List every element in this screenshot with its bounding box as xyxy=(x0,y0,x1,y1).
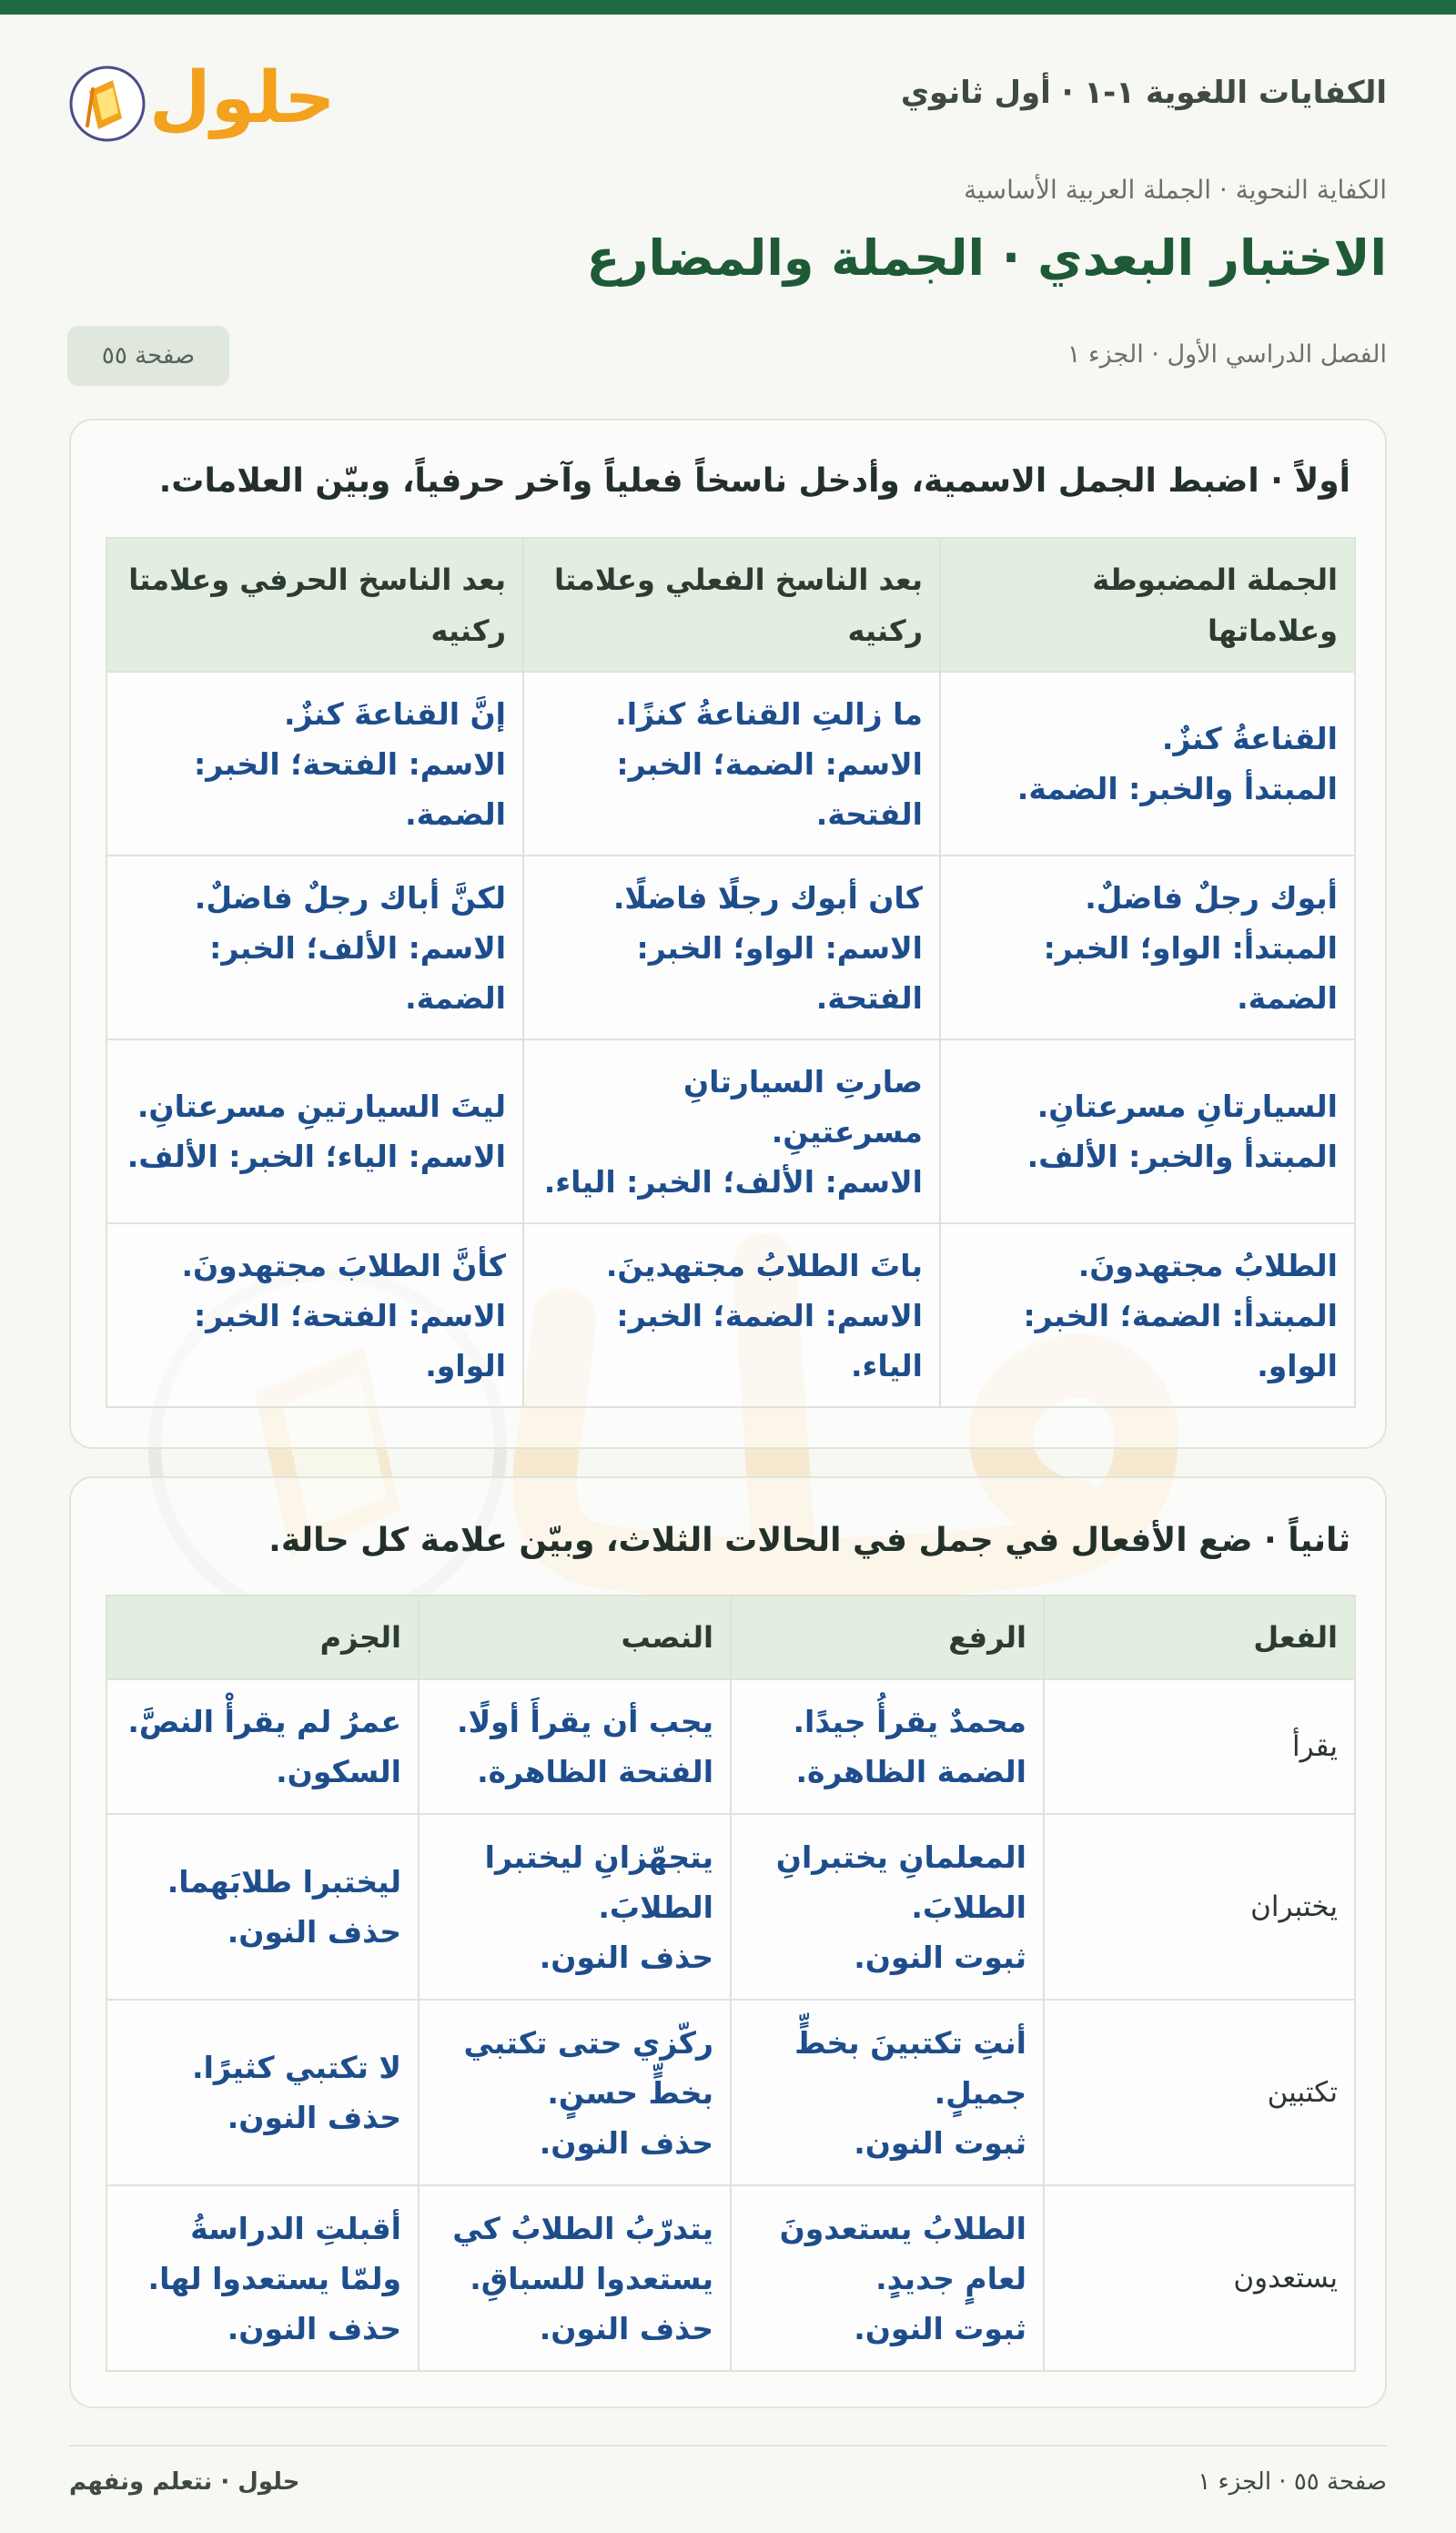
table-cell: المعلمانِ يختبرانِ الطلابَ. ثبوت النون. xyxy=(731,1814,1044,2000)
table-cell: ما زالتِ القناعةُ كنزًا. الاسم: الضمة؛ الخبر: الفتحة. xyxy=(523,672,940,856)
table-cell: عمرُ لم يقرأْ النصَّ. السكون. xyxy=(106,1679,419,1814)
table-cell: السيارتانِ مسرعتانِ. المبتدأ والخبر: الألف. xyxy=(940,1039,1355,1223)
section-two-card xyxy=(69,1476,1387,2408)
footer-divider xyxy=(69,2445,1387,2447)
table-cell: أبوك رجلٌ فاضلٌ. المبتدأ: الواو؛ الخبر: الضمة. xyxy=(940,856,1355,1039)
verbs-table xyxy=(106,1595,1356,2372)
brand-logo[interactable] xyxy=(66,53,336,153)
table-row xyxy=(106,1814,1355,2000)
column-header: الرفع xyxy=(731,1596,1044,1679)
column-header: الجملة المضبوطة وعلاماتها xyxy=(940,538,1355,672)
table-cell: الطلابُ مجتهدونَ. المبتدأ: الضمة؛ الخبر: الواو. xyxy=(940,1223,1355,1407)
verb-cell: يختبران xyxy=(1044,1814,1355,2000)
table-cell: لكنَّ أباك رجلٌ فاضلٌ. الاسم: الألف؛ الخبر: الضمة. xyxy=(106,856,523,1039)
table-header-row xyxy=(106,1596,1355,1679)
verb-cell: يستعدون xyxy=(1044,2185,1355,2371)
table-header-row xyxy=(106,538,1355,672)
book-title: الكفايات اللغوية ١-١ · أول ثانوي xyxy=(900,75,1387,111)
nawasikh-table xyxy=(106,537,1356,1408)
table-cell: صارتِ السيارتانِ مسرعتينِ. الاسم: الألف؛ الخبر: الياء. xyxy=(523,1039,940,1223)
table-row xyxy=(106,1223,1355,1407)
footer-page-info: صفحة ٥٥ · الجزء ١ xyxy=(1198,2468,1387,2496)
table-cell: يجب أن يقرأَ أولًا. الفتحة الظاهرة. xyxy=(419,1679,731,1814)
footer-brand: حلول · نتعلم ونفهم xyxy=(69,2468,300,2496)
section-one-card xyxy=(69,419,1387,1449)
table-row xyxy=(106,2000,1355,2185)
table-cell: ركّزي حتى تكتبي بخطٍّ حسنٍ. حذف النون. xyxy=(419,2000,731,2185)
table-row xyxy=(106,672,1355,856)
table-cell: لا تكتبي كثيرًا. حذف النون. xyxy=(106,2000,419,2185)
table-cell: الطلابُ يستعدونَ لعامٍ جديدٍ. ثبوت النون. xyxy=(731,2185,1044,2371)
table-row xyxy=(106,856,1355,1039)
page-title: الاختبار البعدي · الجملة والمضارع xyxy=(586,229,1387,287)
column-header: بعد الناسخ الفعلي وعلامتا ركنيه xyxy=(523,538,940,672)
logo-wordmark: حلول xyxy=(149,57,336,139)
table-cell: كأنَّ الطلابَ مجتهدونَ. الاسم: الفتحة؛ الخبر: الواو. xyxy=(106,1223,523,1407)
column-header: النصب xyxy=(419,1596,731,1679)
table-row xyxy=(106,2185,1355,2371)
table-cell: ليختبرا طلابَهما. حذف النون. xyxy=(106,1814,419,2000)
table-cell: كان أبوك رجلًا فاضلًا. الاسم: الواو؛ الخبر: الفتحة. xyxy=(523,856,940,1039)
column-header: بعد الناسخ الحرفي وعلامتا ركنيه xyxy=(106,538,523,672)
table-cell: يتدرّبُ الطلابُ كي يستعدوا للسباقِ. حذف النون. xyxy=(419,2185,731,2371)
table-cell: إنَّ القناعةَ كنزٌ. الاسم: الفتحة؛ الخبر: الضمة. xyxy=(106,672,523,856)
column-header: الجزم xyxy=(106,1596,419,1679)
table-cell: أنتِ تكتبينَ بخطٍّ جميلٍ. ثبوت النون. xyxy=(731,2000,1044,2185)
section-one-heading: أولاً · اضبط الجمل الاسمية، وأدخل ناسخاً فعلياً وآخر حرفياً، وبيّن العلامات. xyxy=(158,462,1350,500)
breadcrumb: الكفاية النحوية · الجملة العربية الأساسية xyxy=(964,175,1387,205)
table-cell: يتجهّزانِ ليختبرا الطلابَ. حذف النون. xyxy=(419,1814,731,2000)
verb-cell: تكتبين xyxy=(1044,2000,1355,2185)
table-cell: محمدٌ يقرأُ جيدًا. الضمة الظاهرة. xyxy=(731,1679,1044,1814)
term-label: الفصل الدراسي الأول · الجزء ١ xyxy=(1067,340,1387,369)
section-two-heading: ثانياً · ضع الأفعال في جمل في الحالات الثلاث، وبيّن علامة كل حالة. xyxy=(268,1522,1350,1559)
table-cell: ليتَ السيارتينِ مسرعتانِ. الاسم: الياء؛ الخبر: الألف. xyxy=(106,1039,523,1223)
top-accent-bar xyxy=(0,0,1456,15)
table-cell: أقبلتِ الدراسةُ ولمّا يستعدوا لها. حذف النون. xyxy=(106,2185,419,2371)
column-header: الفعل xyxy=(1044,1596,1355,1679)
table-cell: باتَ الطلابُ مجتهدينَ. الاسم: الضمة؛ الخبر: الياء. xyxy=(523,1223,940,1407)
table-row xyxy=(106,1679,1355,1814)
page-number-badge: صفحة ٥٥ xyxy=(67,326,229,386)
table-cell: القناعةُ كنزٌ. المبتدأ والخبر: الضمة. xyxy=(940,672,1355,856)
verb-cell: يقرأ xyxy=(1044,1679,1355,1814)
table-row xyxy=(106,1039,1355,1223)
